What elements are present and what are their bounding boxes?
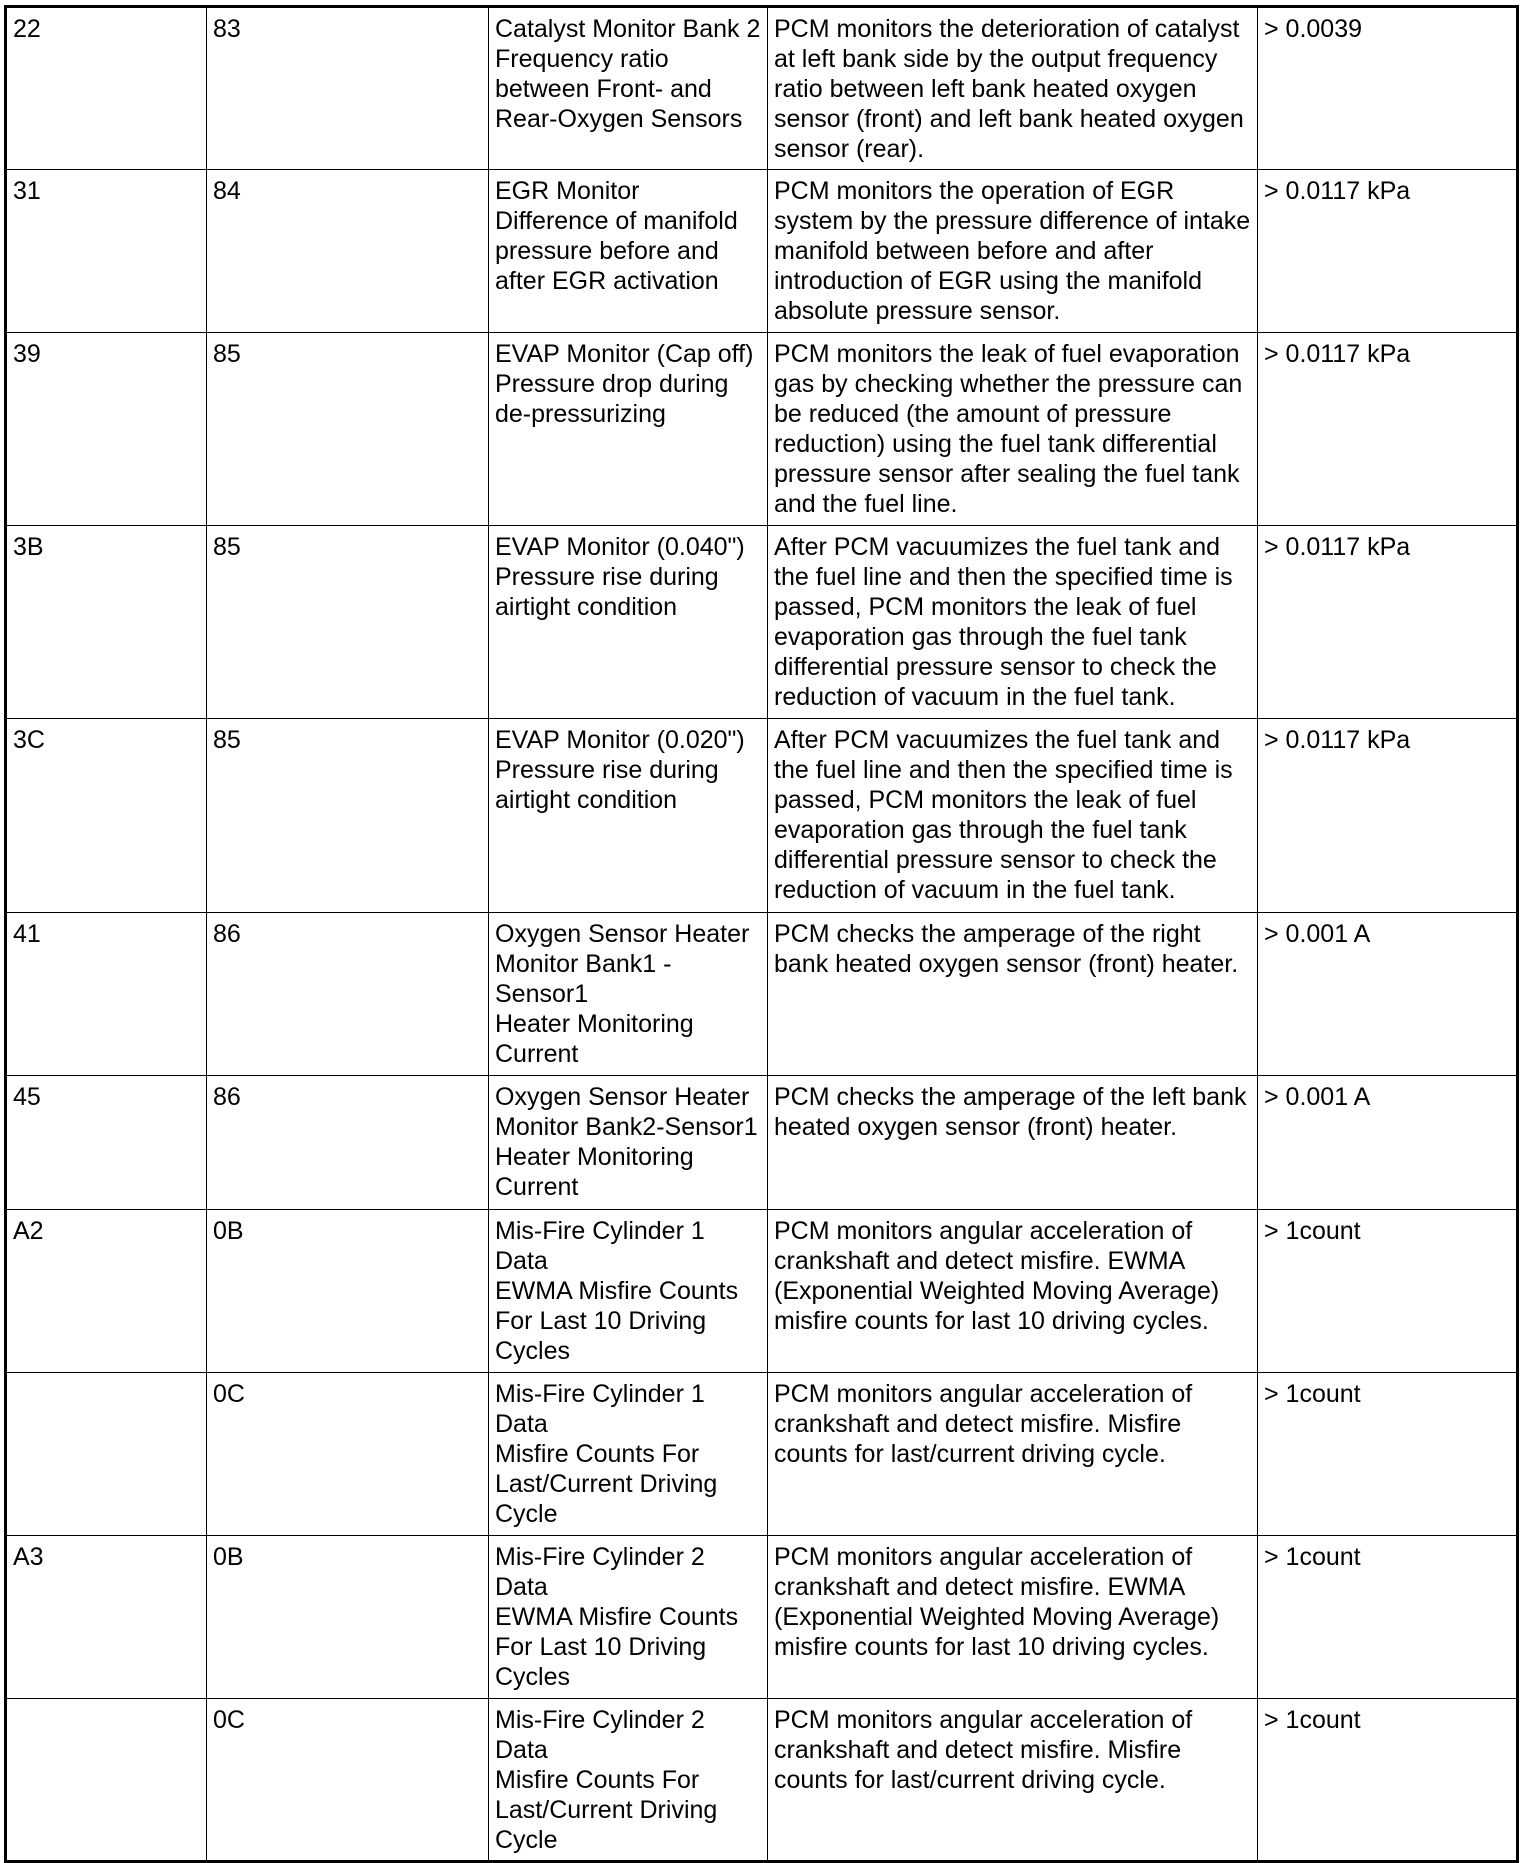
monitor-name-cell: Mis-Fire Cylinder 2 Data EWMA Misfire Counts For Last 10 Driving Cycles — [489, 1536, 768, 1699]
monitor-name-cell: Mis-Fire Cylinder 2 Data Misfire Counts For Last/Current Driving Cycle — [489, 1699, 768, 1862]
component-id-cell: 85 — [207, 719, 489, 913]
monitor-name-cell: EVAP Monitor (Cap off) Pressure drop during de-pressurizing — [489, 333, 768, 526]
description-cell: PCM monitors angular acceleration of crankshaft and detect misfire. EWMA (Exponential Weighted Moving Average) misfire counts for last 10 driving cycles. — [768, 1536, 1258, 1699]
threshold-cell: > 0.0117 kPa — [1258, 719, 1518, 913]
threshold-cell: > 1count — [1258, 1536, 1518, 1699]
description-cell: PCM monitors the leak of fuel evaporation gas by checking whether the pressure can be reduced (the amount of pressure reduction) using the fuel tank differential pressure sensor after sealing the fuel tank and the fuel line. — [768, 333, 1258, 526]
test-id-cell: 31 — [6, 170, 207, 333]
description-cell: After PCM vacuumizes the fuel tank and the fuel line and then the specified time is passed, PCM monitors the leak of fuel evaporation gas through the fuel tank differential pressure sensor to check the reduction of vacuum in the fuel tank. — [768, 719, 1258, 913]
table-row — [6, 1373, 1518, 1536]
table-row — [6, 913, 1518, 1076]
table-row — [6, 170, 1518, 333]
monitor-name-cell: Mis-Fire Cylinder 1 Data Misfire Counts For Last/Current Driving Cycle — [489, 1373, 768, 1536]
table-row — [6, 719, 1518, 913]
monitor-name-cell: Mis-Fire Cylinder 1 Data EWMA Misfire Counts For Last 10 Driving Cycles — [489, 1210, 768, 1373]
table-row — [6, 7, 1518, 170]
threshold-cell: > 0.0117 kPa — [1258, 333, 1518, 526]
monitor-data-table — [4, 5, 1519, 1863]
threshold-cell: > 0.0117 kPa — [1258, 526, 1518, 719]
table-row — [6, 1699, 1518, 1862]
threshold-cell: > 1count — [1258, 1373, 1518, 1536]
threshold-cell: > 0.0117 kPa — [1258, 170, 1518, 333]
table-row — [6, 1536, 1518, 1699]
test-id-cell: A3 — [6, 1536, 207, 1699]
monitor-name-cell: Catalyst Monitor Bank 2 Frequency ratio between Front- and Rear-Oxygen Sensors — [489, 7, 768, 170]
component-id-cell: 85 — [207, 526, 489, 719]
component-id-cell: 85 — [207, 333, 489, 526]
component-id-cell: 0B — [207, 1210, 489, 1373]
table-row — [6, 526, 1518, 719]
monitor-name-cell: Oxygen Sensor Heater Monitor Bank1 - Sensor1 Heater Monitoring Current — [489, 913, 768, 1076]
threshold-cell: > 1count — [1258, 1210, 1518, 1373]
description-cell: PCM monitors angular acceleration of crankshaft and detect misfire. Misfire counts for last/current driving cycle. — [768, 1699, 1258, 1862]
component-id-cell: 0C — [207, 1373, 489, 1536]
table-row — [6, 1210, 1518, 1373]
threshold-cell: > 1count — [1258, 1699, 1518, 1862]
component-id-cell: 0B — [207, 1536, 489, 1699]
description-cell: PCM checks the amperage of the left bank heated oxygen sensor (front) heater. — [768, 1076, 1258, 1210]
description-cell: PCM monitors angular acceleration of crankshaft and detect misfire. EWMA (Exponential Weighted Moving Average) misfire counts for last 10 driving cycles. — [768, 1210, 1258, 1373]
test-id-cell: 3B — [6, 526, 207, 719]
monitor-name-cell: EVAP Monitor (0.040") Pressure rise during airtight condition — [489, 526, 768, 719]
component-id-cell: 84 — [207, 170, 489, 333]
test-id-cell: 41 — [6, 913, 207, 1076]
component-id-cell: 83 — [207, 7, 489, 170]
test-id-cell: 45 — [6, 1076, 207, 1210]
monitor-name-cell: EGR Monitor Difference of manifold pressure before and after EGR activation — [489, 170, 768, 333]
description-cell: PCM monitors the deterioration of catalyst at left bank side by the output frequency ratio between left bank heated oxygen sensor (front) and left bank heated oxygen sensor (rear). — [768, 7, 1258, 170]
monitor-name-cell: EVAP Monitor (0.020") Pressure rise during airtight condition — [489, 719, 768, 913]
test-id-cell: A2 — [6, 1210, 207, 1373]
table-row — [6, 333, 1518, 526]
threshold-cell: > 0.001 A — [1258, 913, 1518, 1076]
monitor-name-cell: Oxygen Sensor Heater Monitor Bank2-Sensor1 Heater Monitoring Current — [489, 1076, 768, 1210]
test-id-cell: 3C — [6, 719, 207, 913]
description-cell: PCM monitors the operation of EGR system by the pressure difference of intake manifold between before and after introduction of EGR using the manifold absolute pressure sensor. — [768, 170, 1258, 333]
threshold-cell: > 0.001 A — [1258, 1076, 1518, 1210]
component-id-cell: 86 — [207, 1076, 489, 1210]
test-id-cell — [6, 1699, 207, 1862]
description-cell: PCM monitors angular acceleration of crankshaft and detect misfire. Misfire counts for last/current driving cycle. — [768, 1373, 1258, 1536]
test-id-cell: 22 — [6, 7, 207, 170]
threshold-cell: > 0.0039 — [1258, 7, 1518, 170]
test-id-cell — [6, 1373, 207, 1536]
component-id-cell: 86 — [207, 913, 489, 1076]
test-id-cell: 39 — [6, 333, 207, 526]
component-id-cell: 0C — [207, 1699, 489, 1862]
description-cell: PCM checks the amperage of the right bank heated oxygen sensor (front) heater. — [768, 913, 1258, 1076]
table-row — [6, 1076, 1518, 1210]
description-cell: After PCM vacuumizes the fuel tank and the fuel line and then the specified time is passed, PCM monitors the leak of fuel evaporation gas through the fuel tank differential pressure sensor to check the reduction of vacuum in the fuel tank. — [768, 526, 1258, 719]
